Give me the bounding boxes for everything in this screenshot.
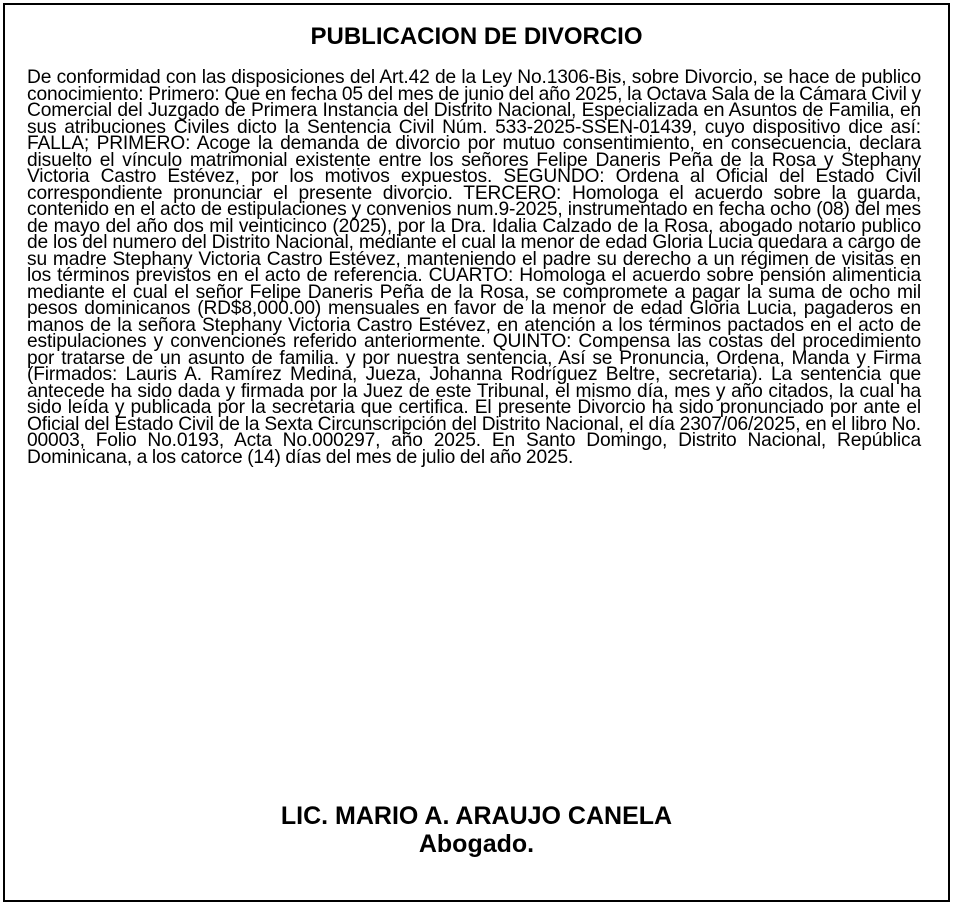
signature-role: Abogado. [418,830,535,858]
signature-name: LIC. MARIO A. ARAUJO CANELA [280,802,673,830]
notice-title: PUBLICACION DE DIVORCIO [310,23,643,50]
notice-body: De conformidad con las disposiciones del Art.42 de la Ley No.1306-Bis, sobre Divorcio, se hace de publico conocimiento: Primero: Que en fecha 05 del mes de junio del año 2025, la Octava Sala de la Cámara Civil y Comercial del Juzgado de Primera Instancia del Distrito Nacional, Especializada en Asuntos de Familia, en sus atribuciones Civiles dicto la Sentencia Civil Núm. 533-2025-SSEN-01439, cuyo dispositivo dice así: FALLA; PRIMERO: Acoge la demanda de divorcio por mutuo consentimiento, en consecuencia, declara disuelto el vínculo matrimonial existente entre los señores Felipe Daneris Peña de la Rosa y Stephany Victoria Castro Estévez, por los motivos expuestos. SEGUNDO: Ordena al Oficial del Estado Civil correspondiente pronunciar el presente divorcio. TERCERO: Homologa el acuerdo sobre la guarda, contenido en el acto de estipulaciones y convenios num.9-2025, instrumentado en fecha ocho (08) del mes de mayo del año dos mil veinticinco (2025), por la Dra. Idalia Calzado de la Rosa, abogado notario publico de los del numero del Distrito Nacional, mediante el cual la menor de edad Gloria Lucia quedara a cargo de su madre Stephany Victoria Castro Estévez, manteniendo el padre su derecho a un régimen de visitas en los términos previstos en el acto de referencia. CUARTO: Homologa el acuerdo sobre pensión alimenticia mediante el cual el señor Felipe Daneris Peña de la Rosa, se compromete a pagar la suma de ocho mil pesos dominicanos (RD$8,000.00) mensuales en favor de la menor de edad Gloria Lucia, pagaderos en manos de la señora Stephany Victoria Castro Estévez, en atención a los términos pactados en el acto de estipulaciones y convenciones referido anteriormente. QUINTO: Compensa las costas del procedimiento por tratarse de un asunto de familia. y por nuestra sentencia, Así se Pronuncia, Ordena, Manda y Firma (Firmados: Lauris A. Ramírez Medina, Jueza, Johanna Rodríguez Beltre, secretaria). La sentencia que antecede ha sido dada y firmada por la Juez de este Tribunal, el mismo día, mes y año citados, la cual ha sido leída y publicada por la secretaria que certifica. El presente Divorcio ha sido pronunciado por ante el Oficial del Estado Civil de la Sexta Circunscripción del Distrito Nacional, el día 2307/06/2025, en el libro No. 00003, Folio No.0193, Acta No.000297, año 2025. En Santo Domingo, Distrito Nacional, República Dominicana, a los catorce (14) días del mes de julio del año 2025. [27,67,921,468]
